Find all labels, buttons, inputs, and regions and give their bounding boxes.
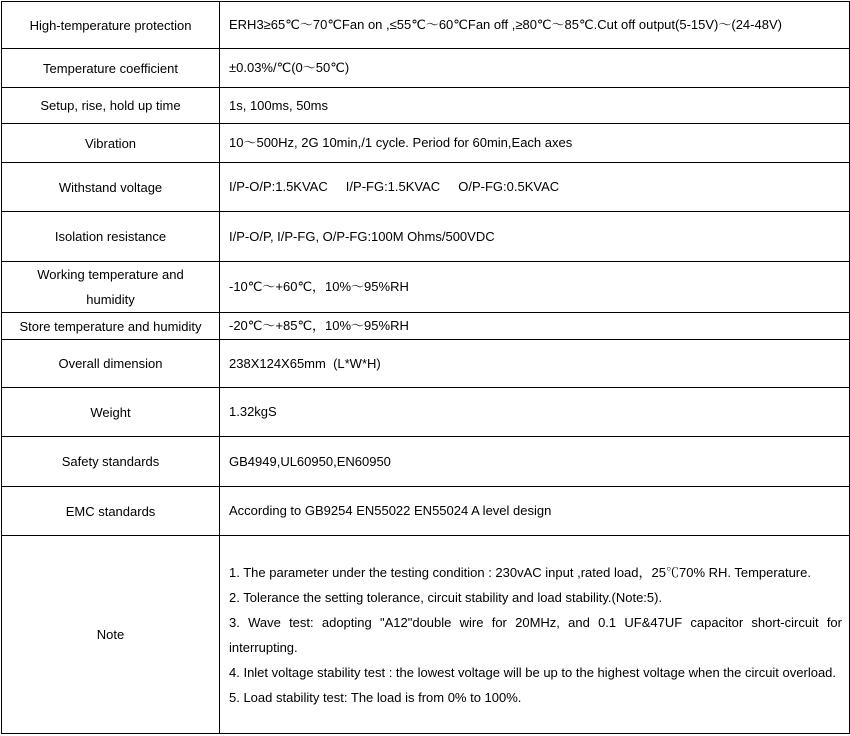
note-row bbox=[2, 536, 850, 734]
table-row bbox=[2, 2, 850, 49]
note-item: 2. Tolerance the setting tolerance, circuit stability and load stability.(Note:5). bbox=[229, 589, 663, 605]
note-label: Note bbox=[2, 536, 220, 734]
note-item: 5. Load stability test: The load is from 0% to 100%. bbox=[229, 689, 522, 705]
row-label: Withstand voltage bbox=[2, 163, 220, 212]
row-value: I/P-O/P:1.5KVAC I/P-FG:1.5KVAC O/P-FG:0.5KVAC bbox=[220, 163, 850, 212]
row-value: 10～500Hz, 2G 10min,/1 cycle. Period for 60min,Each axes bbox=[220, 124, 850, 163]
table-row bbox=[2, 437, 850, 487]
row-label: Working temperature and humidity bbox=[2, 262, 220, 313]
row-value: ERH3≥65℃～70℃Fan on ,≤55℃～60℃Fan off ,≥80℃～85℃.Cut off output(5-15V)～(24-48V) bbox=[220, 2, 850, 49]
table-row bbox=[2, 487, 850, 536]
row-value: I/P-O/P, I/P-FG, O/P-FG:100M Ohms/500VDC bbox=[220, 212, 850, 262]
row-value: 1.32kgS bbox=[220, 388, 850, 437]
row-value: -20℃～+85℃，10%～95%RH bbox=[220, 313, 850, 340]
row-label: EMC standards bbox=[2, 487, 220, 536]
spec-table bbox=[1, 1, 850, 734]
row-label: Store temperature and humidity bbox=[2, 313, 220, 340]
note-item: 1. The parameter under the testing condition : 230vAC input ,rated load，25℃70% RH. Temperature. bbox=[229, 564, 811, 580]
table-row bbox=[2, 262, 850, 313]
row-label: Weight bbox=[2, 388, 220, 437]
row-label: Safety standards bbox=[2, 437, 220, 487]
table-row bbox=[2, 88, 850, 124]
row-label: Vibration bbox=[2, 124, 220, 163]
table-row bbox=[2, 313, 850, 340]
note-item: 4. Inlet voltage stability test : the lowest voltage will be up to the highest voltage when the circuit overload. bbox=[229, 664, 837, 680]
row-label: Temperature coefficient bbox=[2, 49, 220, 88]
table-row bbox=[2, 388, 850, 437]
row-label: Overall dimension bbox=[2, 340, 220, 388]
table-row bbox=[2, 124, 850, 163]
table-row bbox=[2, 340, 850, 388]
row-value: ±0.03%/℃(0～50℃) bbox=[220, 49, 850, 88]
row-label: Setup, rise, hold up time bbox=[2, 88, 220, 124]
row-value: GB4949,UL60950,EN60950 bbox=[220, 437, 850, 487]
row-value: 1s, 100ms, 50ms bbox=[220, 88, 850, 124]
table-row bbox=[2, 49, 850, 88]
row-value: -10℃～+60℃，10%～95%RH bbox=[220, 262, 850, 313]
row-label: Isolation resistance bbox=[2, 212, 220, 262]
note-content bbox=[220, 536, 850, 734]
table-row bbox=[2, 212, 850, 262]
row-value: 238X124X65mm (L*W*H) bbox=[220, 340, 850, 388]
row-label: High-temperature protection bbox=[2, 2, 220, 49]
note-item: 3. Wave test: adopting "A12"double wire for 20MHz, and 0.1 UF&47UF capacitor short-circuit for interrupting. bbox=[229, 614, 842, 655]
row-value: According to GB9254 EN55022 EN55024 A level design bbox=[220, 487, 850, 536]
table-row bbox=[2, 163, 850, 212]
